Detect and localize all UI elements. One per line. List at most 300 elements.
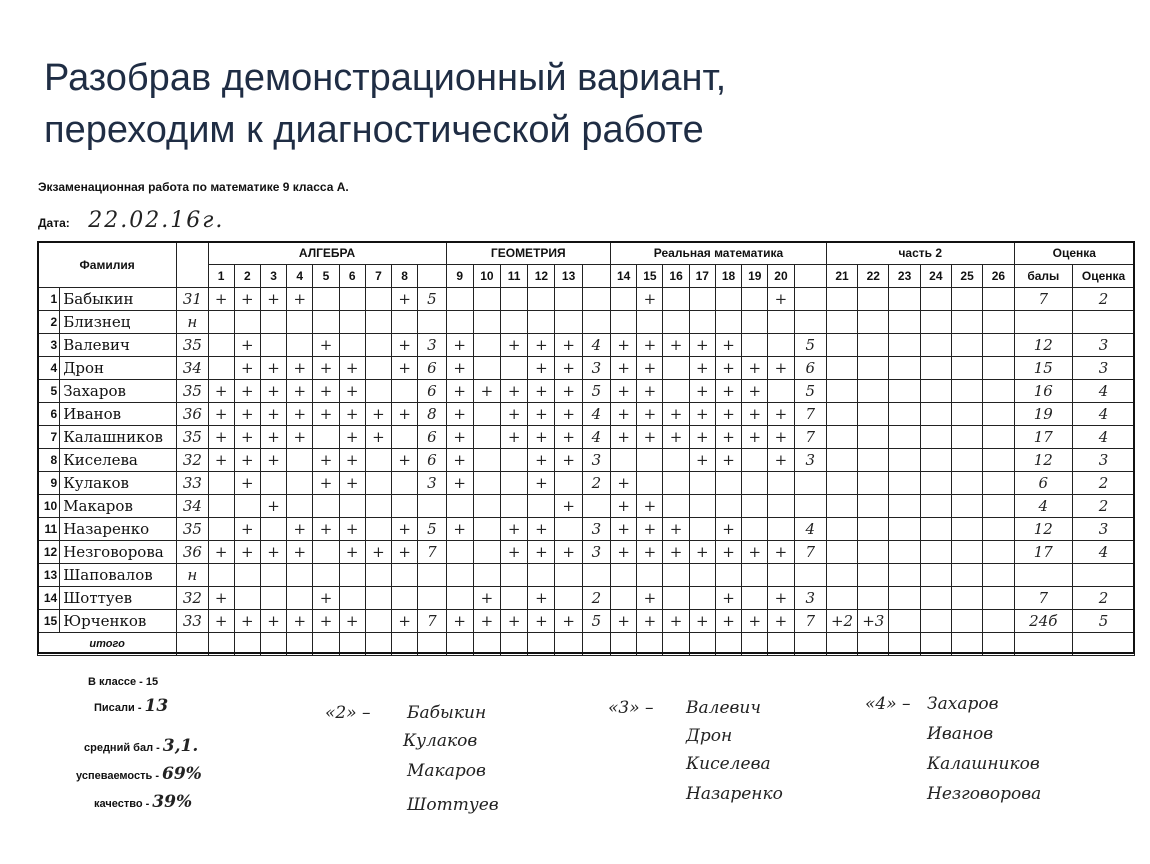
algebra-header: АЛГЕБРА — [208, 242, 446, 265]
task-mark: + — [313, 587, 339, 610]
task-mark: + — [446, 472, 473, 495]
task-mark — [611, 587, 637, 610]
task-mark — [663, 311, 689, 334]
task-mark: + — [637, 426, 663, 449]
task-mark: + — [446, 334, 473, 357]
task-mark — [287, 495, 313, 518]
task-mark — [473, 472, 500, 495]
task-mark: + — [637, 380, 663, 403]
task-mark — [768, 495, 794, 518]
task-mark: + — [715, 541, 741, 564]
task-mark — [983, 449, 1014, 472]
task-mark — [742, 495, 768, 518]
task-mark: + — [611, 541, 637, 564]
algebra-total: 3 — [418, 334, 446, 357]
task-mark — [858, 472, 889, 495]
algebra-total: 7 — [418, 610, 446, 633]
task-mark — [501, 495, 528, 518]
task-mark — [208, 472, 234, 495]
task-number: 24 — [920, 265, 951, 288]
table-row — [38, 426, 1135, 449]
date-label: Дата: — [38, 216, 70, 230]
task-mark — [313, 311, 339, 334]
task-mark — [920, 587, 951, 610]
task-mark — [951, 564, 982, 587]
student-name: Валевич — [60, 334, 177, 357]
total-cell — [260, 633, 286, 656]
task-mark — [858, 334, 889, 357]
variant-cell: н — [177, 311, 208, 334]
table-row — [38, 334, 1135, 357]
task-mark: + — [234, 334, 260, 357]
task-mark: + — [208, 380, 234, 403]
task-mark — [983, 357, 1014, 380]
total-cell — [794, 633, 826, 656]
task-mark: + — [715, 334, 741, 357]
task-number: 23 — [889, 265, 920, 288]
task-mark — [637, 564, 663, 587]
total-cell — [177, 633, 208, 656]
task-mark — [339, 564, 365, 587]
task-mark: + — [715, 449, 741, 472]
task-mark — [260, 334, 286, 357]
total-cell — [555, 633, 582, 656]
task-mark — [742, 334, 768, 357]
task-mark — [473, 495, 500, 518]
task-mark — [473, 518, 500, 541]
task-mark: + — [689, 426, 715, 449]
task-mark — [339, 311, 365, 334]
task-mark — [920, 426, 951, 449]
task-mark: + — [637, 403, 663, 426]
group-grade-2-student: Кулаков — [403, 731, 478, 751]
task-mark — [889, 288, 920, 311]
task-mark: + — [528, 518, 555, 541]
task-mark — [365, 357, 391, 380]
task-mark — [392, 587, 418, 610]
task-mark — [473, 334, 500, 357]
task-number: 7 — [365, 265, 391, 288]
task-mark — [983, 495, 1014, 518]
task-mark: + — [715, 403, 741, 426]
task-mark — [920, 541, 951, 564]
geometry-total: 4 — [582, 334, 610, 357]
task-mark — [951, 403, 982, 426]
algebra-total — [418, 495, 446, 518]
success-value: 69% — [161, 764, 202, 784]
group-grade-2 — [325, 703, 499, 815]
variant-cell: 34 — [177, 495, 208, 518]
real-math-total — [794, 472, 826, 495]
task-mark — [742, 587, 768, 610]
task-mark — [920, 311, 951, 334]
task-mark — [611, 288, 637, 311]
task-mark: + — [637, 334, 663, 357]
geometry-header: ГЕОМЕТРИЯ — [446, 242, 611, 265]
task-mark — [392, 564, 418, 587]
task-mark: + — [689, 380, 715, 403]
task-mark — [689, 311, 715, 334]
task-mark: + — [715, 518, 741, 541]
task-mark: +3 — [858, 610, 889, 633]
task-mark: + — [637, 587, 663, 610]
real-math-total: 3 — [794, 587, 826, 610]
points-cell: 12 — [1014, 518, 1073, 541]
task-mark — [446, 495, 473, 518]
task-mark: + — [663, 426, 689, 449]
task-mark — [637, 311, 663, 334]
task-mark: + — [742, 403, 768, 426]
points-cell: 7 — [1014, 587, 1073, 610]
task-mark: + — [392, 449, 418, 472]
slide-title — [44, 52, 1124, 156]
task-mark — [951, 518, 982, 541]
group-grade-4-label: «4» – — [865, 694, 911, 714]
student-name: Бабыкин — [60, 288, 177, 311]
task-mark — [663, 495, 689, 518]
total-cell — [339, 633, 365, 656]
task-mark: + — [501, 610, 528, 633]
geometry-total: 5 — [582, 610, 610, 633]
task-mark: + — [637, 610, 663, 633]
task-mark — [365, 472, 391, 495]
task-mark: + — [555, 426, 582, 449]
geometry-total: 3 — [582, 541, 610, 564]
task-mark: + — [663, 610, 689, 633]
task-number: 10 — [473, 265, 500, 288]
wrote-value: 13 — [144, 696, 169, 716]
task-mark — [313, 541, 339, 564]
task-mark: + — [339, 449, 365, 472]
task-mark — [339, 334, 365, 357]
real-math-total — [794, 495, 826, 518]
task-mark: + — [313, 610, 339, 633]
geometry-total — [582, 311, 610, 334]
task-mark: + — [287, 610, 313, 633]
task-mark: + — [473, 380, 500, 403]
task-mark: + — [768, 587, 794, 610]
task-mark — [983, 426, 1014, 449]
task-mark: + — [260, 495, 286, 518]
total-cell — [715, 633, 741, 656]
algebra-total: 6 — [418, 426, 446, 449]
task-mark — [920, 288, 951, 311]
task-mark: + — [260, 403, 286, 426]
task-mark: + — [208, 288, 234, 311]
task-mark — [392, 426, 418, 449]
task-mark — [446, 541, 473, 564]
task-mark — [983, 564, 1014, 587]
task-mark: + — [313, 357, 339, 380]
total-cell — [234, 633, 260, 656]
task-mark — [473, 288, 500, 311]
task-mark: + — [339, 518, 365, 541]
task-mark: + — [555, 541, 582, 564]
task-mark — [313, 564, 339, 587]
task-mark — [826, 311, 857, 334]
task-mark — [920, 403, 951, 426]
task-mark: + — [392, 334, 418, 357]
task-mark: + — [234, 610, 260, 633]
task-mark: + — [260, 610, 286, 633]
task-mark — [951, 449, 982, 472]
grade-table-body — [38, 288, 1135, 656]
grade-cell: 3 — [1073, 357, 1135, 380]
task-mark — [920, 334, 951, 357]
task-mark: + — [501, 518, 528, 541]
task-mark — [501, 587, 528, 610]
success-label: успеваемость - — [76, 770, 159, 782]
geometry-total: 2 — [582, 472, 610, 495]
task-mark — [663, 472, 689, 495]
algebra-total: 6 — [418, 357, 446, 380]
task-mark — [365, 495, 391, 518]
task-mark — [208, 311, 234, 334]
success-line — [76, 764, 202, 784]
task-mark — [768, 472, 794, 495]
student-name: Макаров — [60, 495, 177, 518]
group-grade-4 — [865, 694, 1042, 804]
table-row — [38, 380, 1135, 403]
points-cell: 4 — [1014, 495, 1073, 518]
geometry-total — [582, 288, 610, 311]
part2-header: часть 2 — [826, 242, 1014, 265]
group-grade-3-student: Киселева — [686, 754, 771, 774]
task-mark: + — [768, 426, 794, 449]
real-math-total-header — [794, 265, 826, 288]
task-mark: + — [313, 449, 339, 472]
task-mark — [689, 564, 715, 587]
algebra-total: 7 — [418, 541, 446, 564]
student-name: Кулаков — [60, 472, 177, 495]
task-mark: + — [663, 403, 689, 426]
task-mark — [313, 288, 339, 311]
task-mark: + — [313, 472, 339, 495]
task-number: 4 — [287, 265, 313, 288]
task-mark — [446, 311, 473, 334]
task-mark — [951, 610, 982, 633]
task-mark — [826, 518, 857, 541]
total-cell — [951, 633, 982, 656]
task-mark: + — [260, 288, 286, 311]
task-mark — [260, 472, 286, 495]
grade-table — [37, 241, 1135, 656]
row-number: 13 — [38, 564, 60, 587]
grade-cell: 4 — [1073, 380, 1135, 403]
student-name: Близнец — [60, 311, 177, 334]
task-mark — [742, 288, 768, 311]
task-number: 15 — [637, 265, 663, 288]
task-mark — [920, 495, 951, 518]
row-number: 5 — [38, 380, 60, 403]
table-row — [38, 472, 1135, 495]
table-row — [38, 564, 1135, 587]
task-mark — [889, 587, 920, 610]
task-mark — [858, 403, 889, 426]
task-mark: + — [208, 403, 234, 426]
task-mark — [446, 564, 473, 587]
task-mark: + — [555, 380, 582, 403]
algebra-total: 5 — [418, 288, 446, 311]
task-mark: + — [287, 357, 313, 380]
task-mark — [889, 311, 920, 334]
task-mark: + — [339, 541, 365, 564]
task-mark: + — [446, 518, 473, 541]
task-mark: + — [768, 288, 794, 311]
task-mark: + — [637, 288, 663, 311]
task-mark: + — [742, 380, 768, 403]
task-mark — [858, 288, 889, 311]
group-grade-3 — [608, 698, 783, 804]
task-mark — [287, 334, 313, 357]
task-mark — [339, 288, 365, 311]
points-cell: 12 — [1014, 334, 1073, 357]
task-mark: + — [287, 380, 313, 403]
task-mark: + — [555, 449, 582, 472]
task-mark: + — [392, 518, 418, 541]
group-grade-3-student: Валевич — [686, 698, 761, 718]
task-mark — [473, 449, 500, 472]
table-row — [38, 541, 1135, 564]
task-mark: + — [446, 403, 473, 426]
task-mark — [446, 288, 473, 311]
task-mark — [339, 495, 365, 518]
geometry-total: 3 — [582, 518, 610, 541]
points-cell: 24б — [1014, 610, 1073, 633]
task-mark — [555, 288, 582, 311]
task-mark — [260, 518, 286, 541]
total-label: итого — [38, 633, 177, 656]
task-mark: + — [446, 610, 473, 633]
task-number: 2 — [234, 265, 260, 288]
task-mark — [768, 564, 794, 587]
task-mark — [889, 495, 920, 518]
task-mark: + — [715, 380, 741, 403]
grade-cell: 2 — [1073, 495, 1135, 518]
task-mark: + — [689, 610, 715, 633]
task-mark: + — [501, 334, 528, 357]
grade-cell: 3 — [1073, 449, 1135, 472]
task-number: 3 — [260, 265, 286, 288]
points-cell: 7 — [1014, 288, 1073, 311]
task-mark — [365, 518, 391, 541]
geometry-total: 4 — [582, 403, 610, 426]
task-mark: + — [392, 357, 418, 380]
task-mark — [826, 288, 857, 311]
task-mark — [365, 610, 391, 633]
task-mark — [889, 357, 920, 380]
task-mark — [983, 541, 1014, 564]
task-mark — [501, 472, 528, 495]
task-mark: + — [501, 541, 528, 564]
task-mark — [715, 564, 741, 587]
task-mark — [260, 564, 286, 587]
row-number: 12 — [38, 541, 60, 564]
task-mark: + — [611, 518, 637, 541]
task-mark: + — [555, 403, 582, 426]
total-cell — [1014, 633, 1073, 656]
task-mark: + — [446, 357, 473, 380]
total-cell — [208, 633, 234, 656]
algebra-total — [418, 311, 446, 334]
task-mark — [889, 541, 920, 564]
task-mark: + — [555, 610, 582, 633]
task-mark — [742, 472, 768, 495]
task-mark: + — [234, 357, 260, 380]
task-mark — [208, 357, 234, 380]
algebra-total — [418, 564, 446, 587]
task-mark: + — [339, 403, 365, 426]
student-name: Незговорова — [60, 541, 177, 564]
task-mark: + — [689, 403, 715, 426]
task-mark — [983, 288, 1014, 311]
task-mark — [501, 449, 528, 472]
task-mark — [889, 449, 920, 472]
group-grade-3-student: Дрон — [686, 726, 733, 746]
task-number: 16 — [663, 265, 689, 288]
task-mark: + — [287, 288, 313, 311]
task-mark — [663, 380, 689, 403]
task-mark — [983, 380, 1014, 403]
student-name: Калашников — [60, 426, 177, 449]
task-mark — [473, 564, 500, 587]
task-mark — [313, 426, 339, 449]
task-number: 1 — [208, 265, 234, 288]
variant-cell: 35 — [177, 380, 208, 403]
task-mark: + — [446, 380, 473, 403]
task-mark — [528, 311, 555, 334]
task-mark — [983, 587, 1014, 610]
grade-sub-header: Оценка — [1073, 265, 1135, 288]
variant-cell: 36 — [177, 541, 208, 564]
task-mark — [689, 587, 715, 610]
task-mark — [858, 495, 889, 518]
variant-cell: 35 — [177, 426, 208, 449]
quality-value: 39% — [152, 792, 193, 812]
task-mark: + — [392, 610, 418, 633]
task-mark: + — [742, 426, 768, 449]
task-mark: + — [287, 541, 313, 564]
table-row — [38, 288, 1135, 311]
task-mark: + — [689, 449, 715, 472]
student-name: Юрченков — [60, 610, 177, 633]
real-math-total: 3 — [794, 449, 826, 472]
table-row — [38, 587, 1135, 610]
task-number: 18 — [715, 265, 741, 288]
total-cell — [528, 633, 555, 656]
slide-title-line-1: Разобрав демонстрационный вариант, — [44, 57, 727, 99]
points-cell: 19 — [1014, 403, 1073, 426]
points-cell: 16 — [1014, 380, 1073, 403]
task-mark — [920, 472, 951, 495]
task-mark — [339, 587, 365, 610]
task-mark: + — [663, 518, 689, 541]
total-cell — [418, 633, 446, 656]
in-class-line — [88, 676, 158, 688]
table-row — [38, 610, 1135, 633]
task-mark: + — [663, 541, 689, 564]
variant-cell: н — [177, 564, 208, 587]
task-mark — [983, 311, 1014, 334]
task-mark — [365, 564, 391, 587]
variant-header — [177, 242, 208, 288]
task-mark — [392, 380, 418, 403]
task-mark: + — [234, 518, 260, 541]
task-mark — [920, 357, 951, 380]
task-mark — [689, 518, 715, 541]
real-math-total: 5 — [794, 380, 826, 403]
group-grade-3-label: «3» – — [608, 698, 654, 718]
